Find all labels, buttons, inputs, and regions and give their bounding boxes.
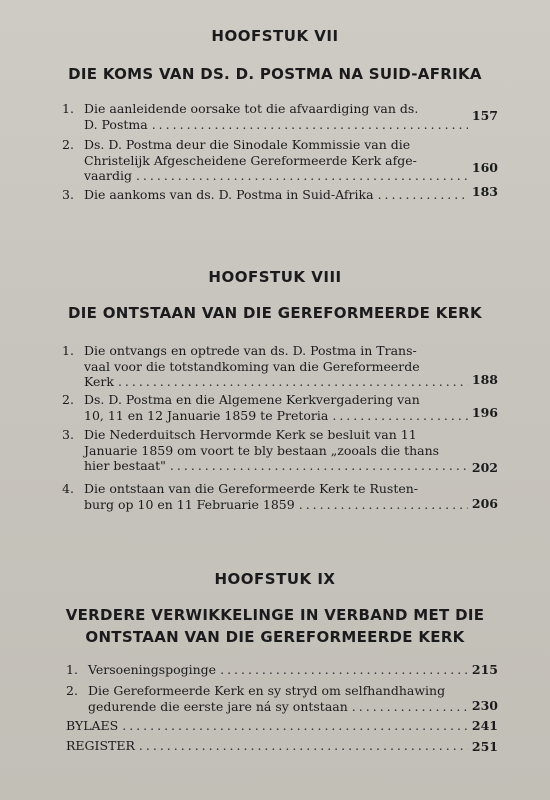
page-number: 183	[471, 184, 498, 199]
chapter-9-title: VERDERE VERWIKKELINGE IN VERBAND MET DIE ONTSTAAN VAN DIE GEREFORMEERDE KERK	[65, 606, 485, 646]
dot-leader	[170, 458, 468, 474]
dot-leader	[352, 699, 468, 715]
dot-leader	[122, 718, 468, 734]
page-number: 188	[471, 372, 498, 387]
toc-entry-7-2[interactable]: 2. Ds. D. Postma deur die Sinodale Kommissie van die Christelijk Afgescheidene Gereformeerde Kerk afge- vaardig .....	[62, 137, 472, 184]
toc-entry-9-2[interactable]: 2. Die Gereformeerde Kerk en sy stryd om selfhandhawing gedurende die eerste jare ná sy ontstaan .....	[66, 683, 472, 714]
dot-leader	[332, 408, 468, 424]
page-number: 160	[471, 160, 498, 175]
page-number: 202	[471, 460, 498, 475]
chapter-7-heading: HOOFSTUK VII	[211, 27, 339, 45]
toc-entry-7-1[interactable]: 1. Die aanleidende oorsake tot die afvaardiging van ds. D. Postma .....	[62, 101, 472, 132]
chapter-8-heading: HOOFSTUK VIII	[208, 268, 342, 286]
chapter-7-title: DIE KOMS VAN DS. D. POSTMA NA SUID-AFRIKA	[68, 65, 482, 83]
page-number: 230	[471, 698, 498, 713]
toc-entry-9-1[interactable]: 1. Versoeningspoginge .....	[66, 662, 472, 678]
toc-entry-bylaes[interactable]: BYLAES .....	[66, 718, 472, 734]
chapter-8-title: DIE ONTSTAAN VAN DIE GEREFORMEERDE KERK	[68, 304, 482, 322]
dot-leader	[118, 374, 468, 390]
dot-leader	[220, 662, 468, 678]
dot-leader	[136, 168, 468, 184]
toc-entry-register[interactable]: REGISTER .....	[66, 738, 472, 754]
page-number: 215	[471, 662, 498, 677]
toc-entry-8-3[interactable]: 3. Die Nederduitsch Hervormde Kerk se besluit van 11 Januarie 1859 om voort te bly bestaan „zooals die thans hier bestaat" .....	[62, 427, 472, 474]
dot-leader	[299, 497, 468, 513]
toc-entry-8-1[interactable]: 1. Die ontvangs en optrede van ds. D. Postma in Trans- vaal voor die totstandkoming van die Gereformeerde Kerk .....	[62, 343, 472, 390]
page-number: 251	[471, 739, 498, 754]
dot-leader	[152, 117, 468, 133]
dot-leader	[139, 738, 468, 754]
page-number: 206	[471, 496, 498, 511]
page-number: 241	[471, 718, 498, 733]
toc-entry-7-3[interactable]: 3. Die aankoms van ds. D. Postma in Suid-Afrika .....	[62, 187, 472, 203]
dot-leader	[378, 187, 468, 203]
toc-entry-8-2[interactable]: 2. Ds. D. Postma en die Algemene Kerkvergadering van 10, 11 en 12 Januarie 1859 te Pretoria .....	[62, 392, 472, 423]
page-number: 157	[471, 108, 498, 123]
toc-entry-8-4[interactable]: 4. Die ontstaan van die Gereformeerde Kerk te Rusten- burg op 10 en 11 Februarie 1859 .....	[62, 481, 472, 512]
chapter-9-heading: HOOFSTUK IX	[214, 570, 336, 588]
page-number: 196	[471, 405, 498, 420]
